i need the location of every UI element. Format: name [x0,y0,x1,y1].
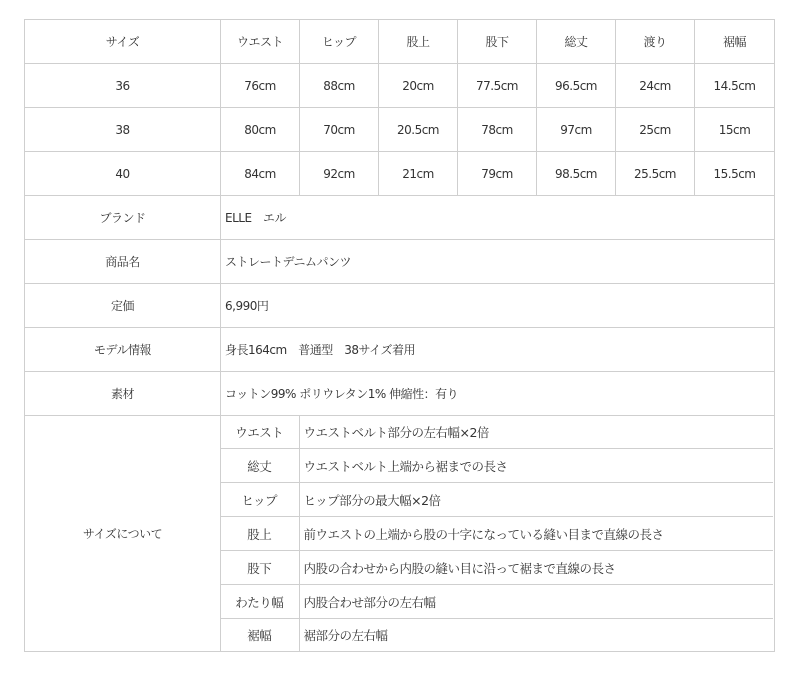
size-notes-label: サイズについて [25,416,221,652]
hem-width-cell: 15.5cm [695,152,775,196]
total-length-cell: 96.5cm [537,64,616,108]
material-row [25,372,775,416]
header-total-length: 総丈 [537,20,616,64]
header-size: サイズ [25,20,221,64]
thigh-cell: 24cm [616,64,695,108]
inseam-cell: 77.5cm [458,64,537,108]
size-note-desc: ヒップ部分の最大幅×2倍 [299,483,773,517]
price-label: 定価 [25,284,221,328]
size-note-desc: 内股合わせ部分の左右幅 [299,585,773,619]
size-note-term: 総丈 [221,449,300,483]
total-length-cell: 98.5cm [537,152,616,196]
product-name-row [25,240,775,284]
size-note-term: 裾幅 [221,619,300,652]
brand-label: ブランド [25,196,221,240]
header-hem-width: 裾幅 [695,20,775,64]
size-note-desc: ウエストベルト部分の左右幅×2倍 [299,416,773,449]
size-spec-table [24,19,775,652]
size-note-desc: 裾部分の左右幅 [299,619,773,652]
waist-cell: 84cm [221,152,300,196]
size-note-desc: ウエストベルト上端から裾までの長さ [299,449,773,483]
size-note-term: ヒップ [221,483,300,517]
size-note-term: 股上 [221,517,300,551]
header-rise: 股上 [379,20,458,64]
inseam-cell: 79cm [458,152,537,196]
price-row [25,284,775,328]
waist-cell: 80cm [221,108,300,152]
header-hip: ヒップ [300,20,379,64]
total-length-cell: 97cm [537,108,616,152]
size-row-38 [25,108,775,152]
waist-cell: 76cm [221,64,300,108]
size-note-item [221,551,774,585]
rise-cell: 20cm [379,64,458,108]
hip-cell: 88cm [300,64,379,108]
size-note-term: ウエスト [221,416,300,449]
size-note-item [221,585,774,619]
model-info-label: モデル情報 [25,328,221,372]
header-thigh: 渡り [616,20,695,64]
size-header-row [25,20,775,64]
size-row-36 [25,64,775,108]
material-value: コットン99% ポリウレタン1% 伸縮性：有り [221,372,775,416]
thigh-cell: 25cm [616,108,695,152]
size-cell: 36 [25,64,221,108]
inseam-cell: 78cm [458,108,537,152]
size-note-term: わたり幅 [221,585,300,619]
size-cell: 40 [25,152,221,196]
brand-row [25,196,775,240]
thigh-cell: 25.5cm [616,152,695,196]
product-name-value: ストレートデニムパンツ [221,240,775,284]
size-note-item [221,416,774,449]
size-note-item [221,449,774,483]
product-name-label: 商品名 [25,240,221,284]
rise-cell: 21cm [379,152,458,196]
hip-cell: 70cm [300,108,379,152]
size-cell: 38 [25,108,221,152]
hip-cell: 92cm [300,152,379,196]
size-note-desc: 内股の合わせから内股の縫い目に沿って裾まで直線の長さ [299,551,773,585]
size-notes-cell [221,416,775,652]
material-label: 素材 [25,372,221,416]
size-row-40 [25,152,775,196]
model-info-row [25,328,775,372]
hem-width-cell: 14.5cm [695,64,775,108]
size-notes-row [25,416,775,652]
size-note-item [221,619,774,652]
model-info-value: 身長164cm 普通型 38サイズ着用 [221,328,775,372]
size-note-item [221,483,774,517]
size-note-term: 股下 [221,551,300,585]
brand-value: ELLE エル [221,196,775,240]
header-inseam: 股下 [458,20,537,64]
rise-cell: 20.5cm [379,108,458,152]
size-note-item [221,517,774,551]
size-note-desc: 前ウエストの上端から股の十字になっている縫い目まで直線の長さ [299,517,773,551]
size-notes-table [221,416,774,652]
price-value: 6,990円 [221,284,775,328]
hem-width-cell: 15cm [695,108,775,152]
header-waist: ウエスト [221,20,300,64]
